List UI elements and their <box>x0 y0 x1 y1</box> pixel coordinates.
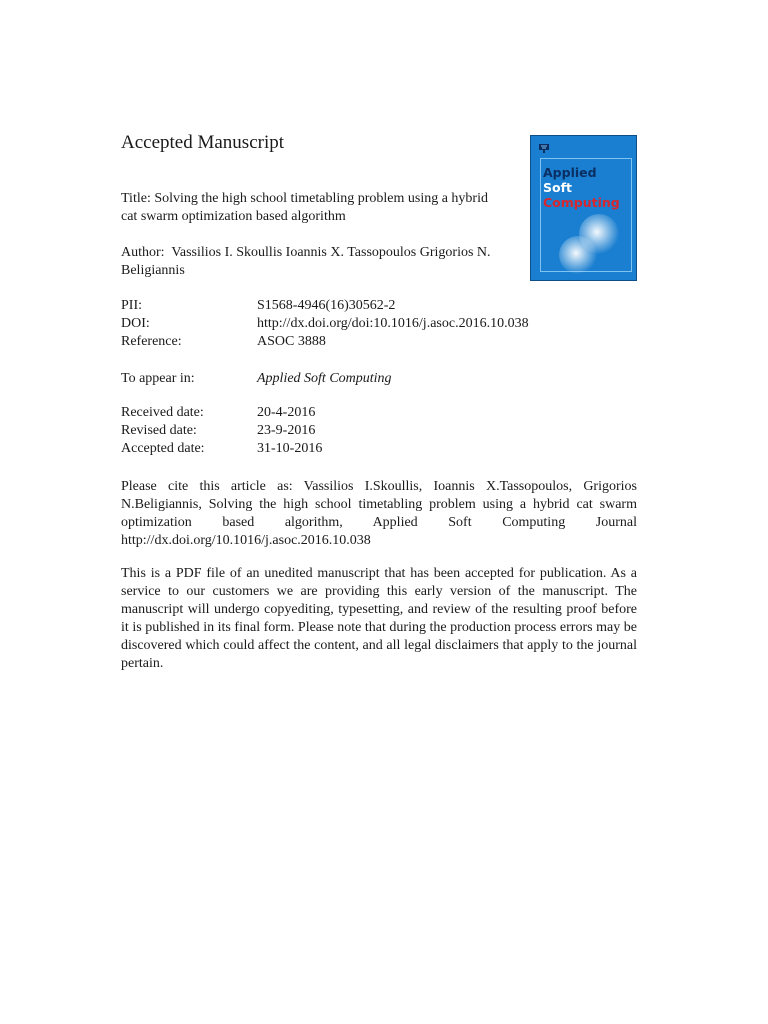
meta-label: Reference: <box>121 334 182 349</box>
doi-link[interactable]: http://dx.doi.org/doi:10.1016/j.asoc.2016.10.038 <box>257 316 529 331</box>
date-row-received <box>121 404 641 422</box>
date-label: Revised date: <box>121 423 197 438</box>
meta-label: DOI: <box>121 316 150 331</box>
author-label: Author: <box>121 245 165 260</box>
page-heading: Accepted Manuscript <box>121 132 285 153</box>
cover-word-computing: Computing <box>543 195 620 210</box>
meta-row-reference <box>121 333 641 351</box>
date-label: Received date: <box>121 405 204 420</box>
journal-name: Applied Soft Computing <box>257 371 392 386</box>
cover-word-applied: Applied <box>543 165 597 180</box>
meta-value: S1568-4946(16)30562-2 <box>257 298 396 313</box>
metadata-list <box>121 297 641 351</box>
title-block <box>121 190 491 226</box>
dates-list <box>121 404 641 458</box>
appear-row <box>121 370 641 388</box>
date-value: 31-10-2016 <box>257 441 323 456</box>
cover-word-soft: Soft <box>543 180 573 195</box>
appear-in <box>121 370 641 388</box>
elsevier-tree-icon <box>539 144 549 153</box>
disclaimer-paragraph: This is a PDF file of an unedited manuscript that has been accepted for publication. As a service to our customers we are providing this early version of the manuscript. The manuscript will undergo copyediting, typesetting, and review of the resulting proof before it is published in its final form. Please note that during the production process errors may be discovered which could affect the content, and all legal disclaimers that apply to the journal pertain. <box>121 566 637 671</box>
date-label: Accepted date: <box>121 441 205 456</box>
citation-paragraph: Please cite this article as: Vassilios I.Skoullis, Ioannis X.Tassopoulos, Grigorios N.Beligiannis, Solving the high school timetabling problem using a hybrid cat swarm optimization based algorithm, Applied Soft Computing Journal http://dx.doi.org/10.1016/j.asoc.2016.10.038 <box>121 479 637 548</box>
meta-value: ASOC 3888 <box>257 334 326 349</box>
meta-row-pii <box>121 297 641 315</box>
title-label: Title: <box>121 191 151 206</box>
date-value: 23-9-2016 <box>257 423 316 438</box>
journal-cover <box>530 135 637 281</box>
date-row-accepted <box>121 440 641 458</box>
meta-row-doi <box>121 315 641 333</box>
cover-light-blob <box>559 236 597 274</box>
date-row-revised <box>121 422 641 440</box>
author-block <box>121 244 491 280</box>
author-names: Vassilios I. Skoullis Ioannis X. Tassopoulos Grigorios N. Beligiannis <box>121 245 491 278</box>
date-value: 20-4-2016 <box>257 405 316 420</box>
appear-label: To appear in: <box>121 371 195 386</box>
article-title: Solving the high school timetabling problem using a hybrid cat swarm optimization based algorithm <box>121 191 488 224</box>
meta-label: PII: <box>121 298 142 313</box>
